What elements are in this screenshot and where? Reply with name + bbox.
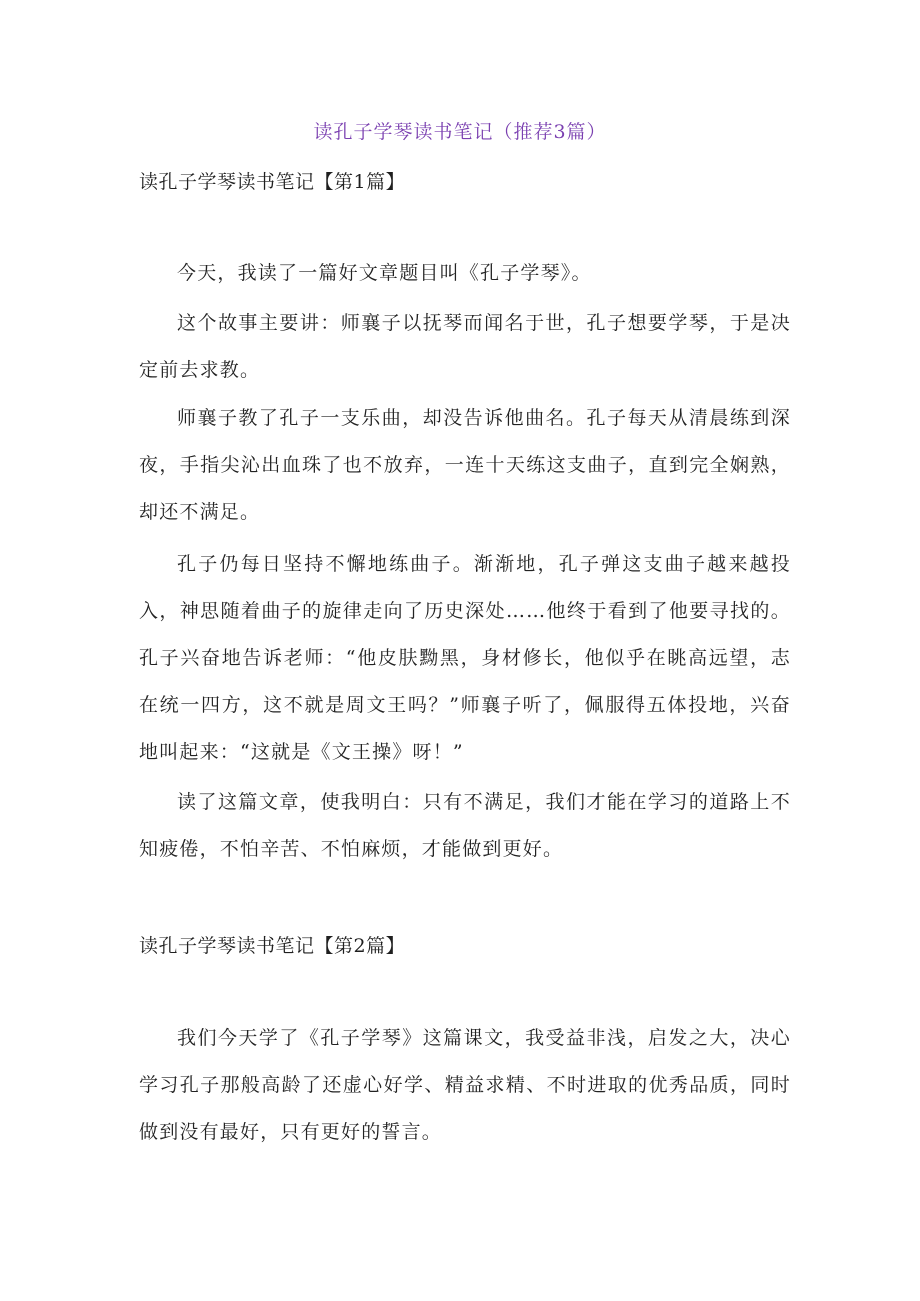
document-title: 读孔子学琴读书笔记（推荐3篇） (313, 121, 607, 143)
section-1-paragraph-4: 孔子仍每日坚持不懈地练曲子。渐渐地，孔子弹这支曲子越来越投入，神思随着曲子的旋律走向了历史深处……他终于看到了他要寻找的。孔子兴奋地告诉老师：“他皮肤黝黑，身材修长，他似乎在眺高远望，志在统一四方，这不就是周文王吗？”师襄子听了，佩服得五体投地，兴奋地叫起来：“这就是《文王操》呀！” (139, 553, 791, 763)
section-1-paragraph-3: 师襄子教了孔子一支乐曲，却没告诉他曲名。孔子每天从清晨练到深夜，手指尖沁出血珠了也不放弃，一连十天练这支曲子，直到完全娴熟，却还不满足。 (139, 407, 791, 523)
section-1-paragraph-1: 今天，我读了一篇好文章题目叫《孔子学琴》。 (177, 262, 592, 284)
section-1-heading: 读孔子学琴读书笔记【第1篇】 (139, 171, 406, 193)
section-2-heading: 读孔子学琴读书笔记【第2篇】 (139, 935, 406, 957)
section-1-paragraph-5: 读了这篇文章，使我明白：只有不满足，我们才能在学习的道路上不知疲倦，不怕辛苦、不怕麻烦，才能做到更好。 (139, 791, 791, 860)
section-2-paragraph-1: 我们今天学了《孔子学琴》这篇课文，我受益非浅，启发之大，决心学习孔子那般高龄了还虚心好学、精益求精、不时进取的优秀品质，同时做到没有最好，只有更好的誓言。 (139, 1027, 791, 1143)
section-1-paragraph-2: 这个故事主要讲：师襄子以抚琴而闻名于世，孔子想要学琴，于是决定前去求教。 (139, 312, 791, 381)
